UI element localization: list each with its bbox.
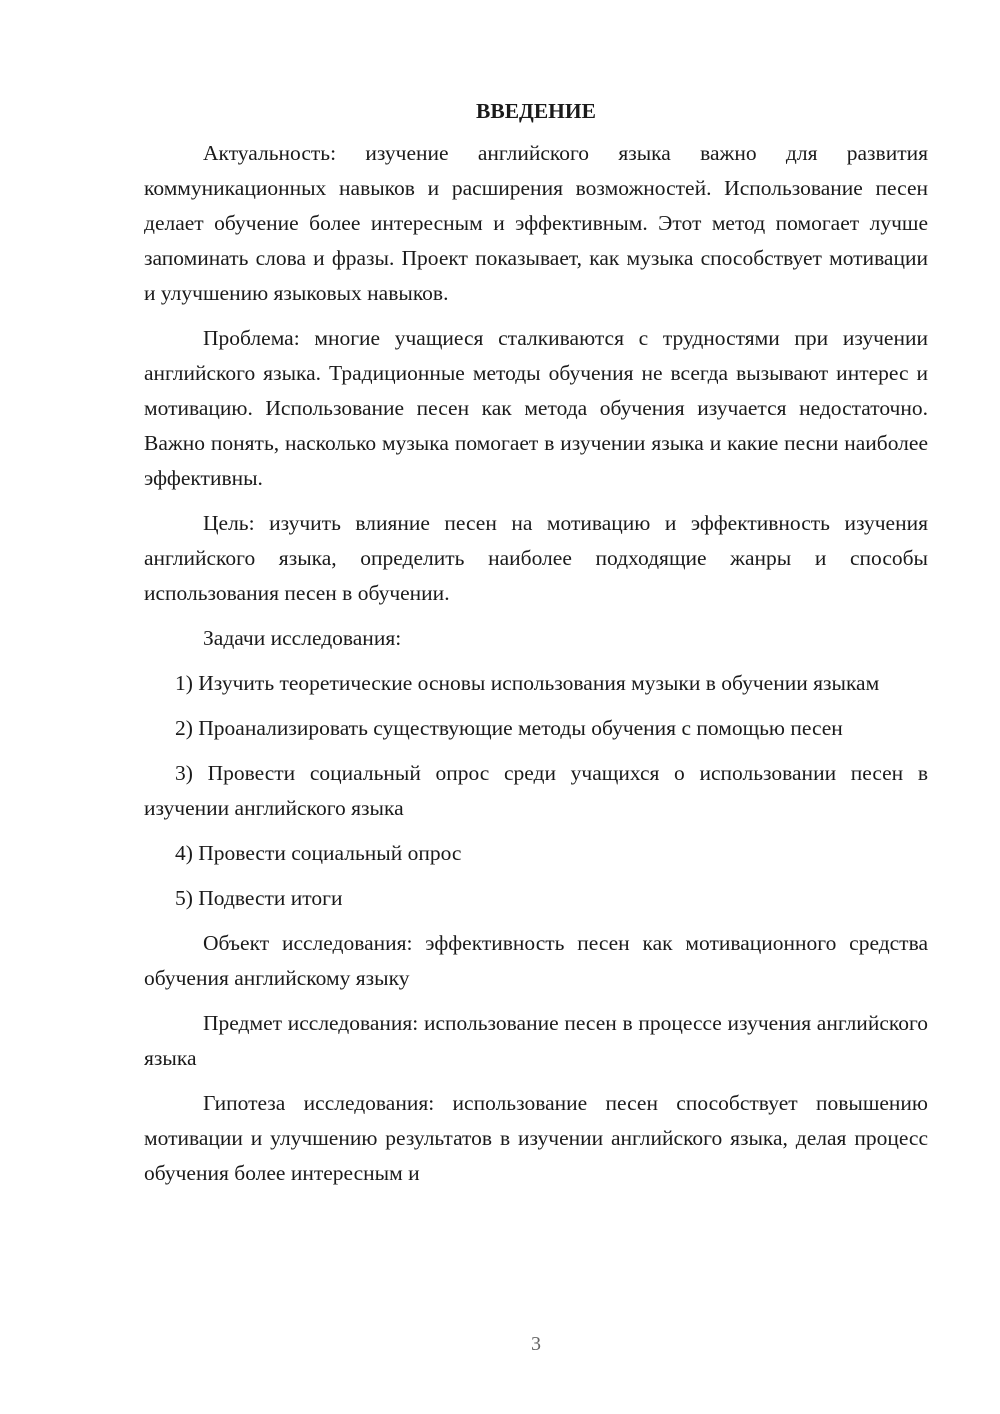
task-item: 1) Изучить теоретические основы использования музыки в обучении языкам bbox=[175, 671, 880, 695]
section-title: ВВЕДЕНИЕ bbox=[476, 99, 596, 123]
problem-paragraph: Проблема: многие учащиеся сталкиваются с трудностями при изучении английского языка. Традиционные методы обучения не всегда вызывают интерес и мотивацию. Использование песен как метода обучения изучается недостаточно. Важно понять, насколько музыка помогает в изучении языка и какие песни наиболее эффективны. bbox=[144, 326, 928, 490]
goal-paragraph: Цель: изучить влияние песен на мотивацию и эффективность изучения английского языка, определить наиболее подходящие жанры и способы использования песен в обучении. bbox=[144, 511, 928, 605]
subject-paragraph: Предмет исследования: использование песен в процессе изучения английского языка bbox=[144, 1011, 928, 1070]
tasks-heading: Задачи исследования: bbox=[203, 626, 402, 650]
page-number: 3 bbox=[531, 1333, 541, 1355]
relevance-paragraph: Актуальность: изучение английского языка важно для развития коммуникационных навыков и расширения возможностей. Использование песен делает обучение более интересным и эффективным. Этот метод помогает лучше запоминать слова и фразы. Проект показывает, как музыка способствует мотивации и улучшению языковых навыков. bbox=[144, 141, 928, 305]
object-paragraph: Объект исследования: эффективность песен как мотивационного средства обучения английскому языку bbox=[144, 931, 928, 990]
document-page bbox=[144, 96, 928, 1201]
task-item: 5) Подвести итоги bbox=[175, 886, 343, 910]
task-item: 2) Проанализировать существующие методы обучения с помощью песен bbox=[175, 716, 843, 740]
task-item: 3) Провести социальный опрос среди учащихся о использовании песен в изучении английского языка bbox=[144, 761, 928, 820]
task-item: 4) Провести социальный опрос bbox=[175, 841, 462, 865]
hypothesis-paragraph: Гипотеза исследования: использование песен способствует повышению мотивации и улучшению результатов в изучении английского языка, делая процесс обучения более интересным и bbox=[144, 1091, 928, 1185]
